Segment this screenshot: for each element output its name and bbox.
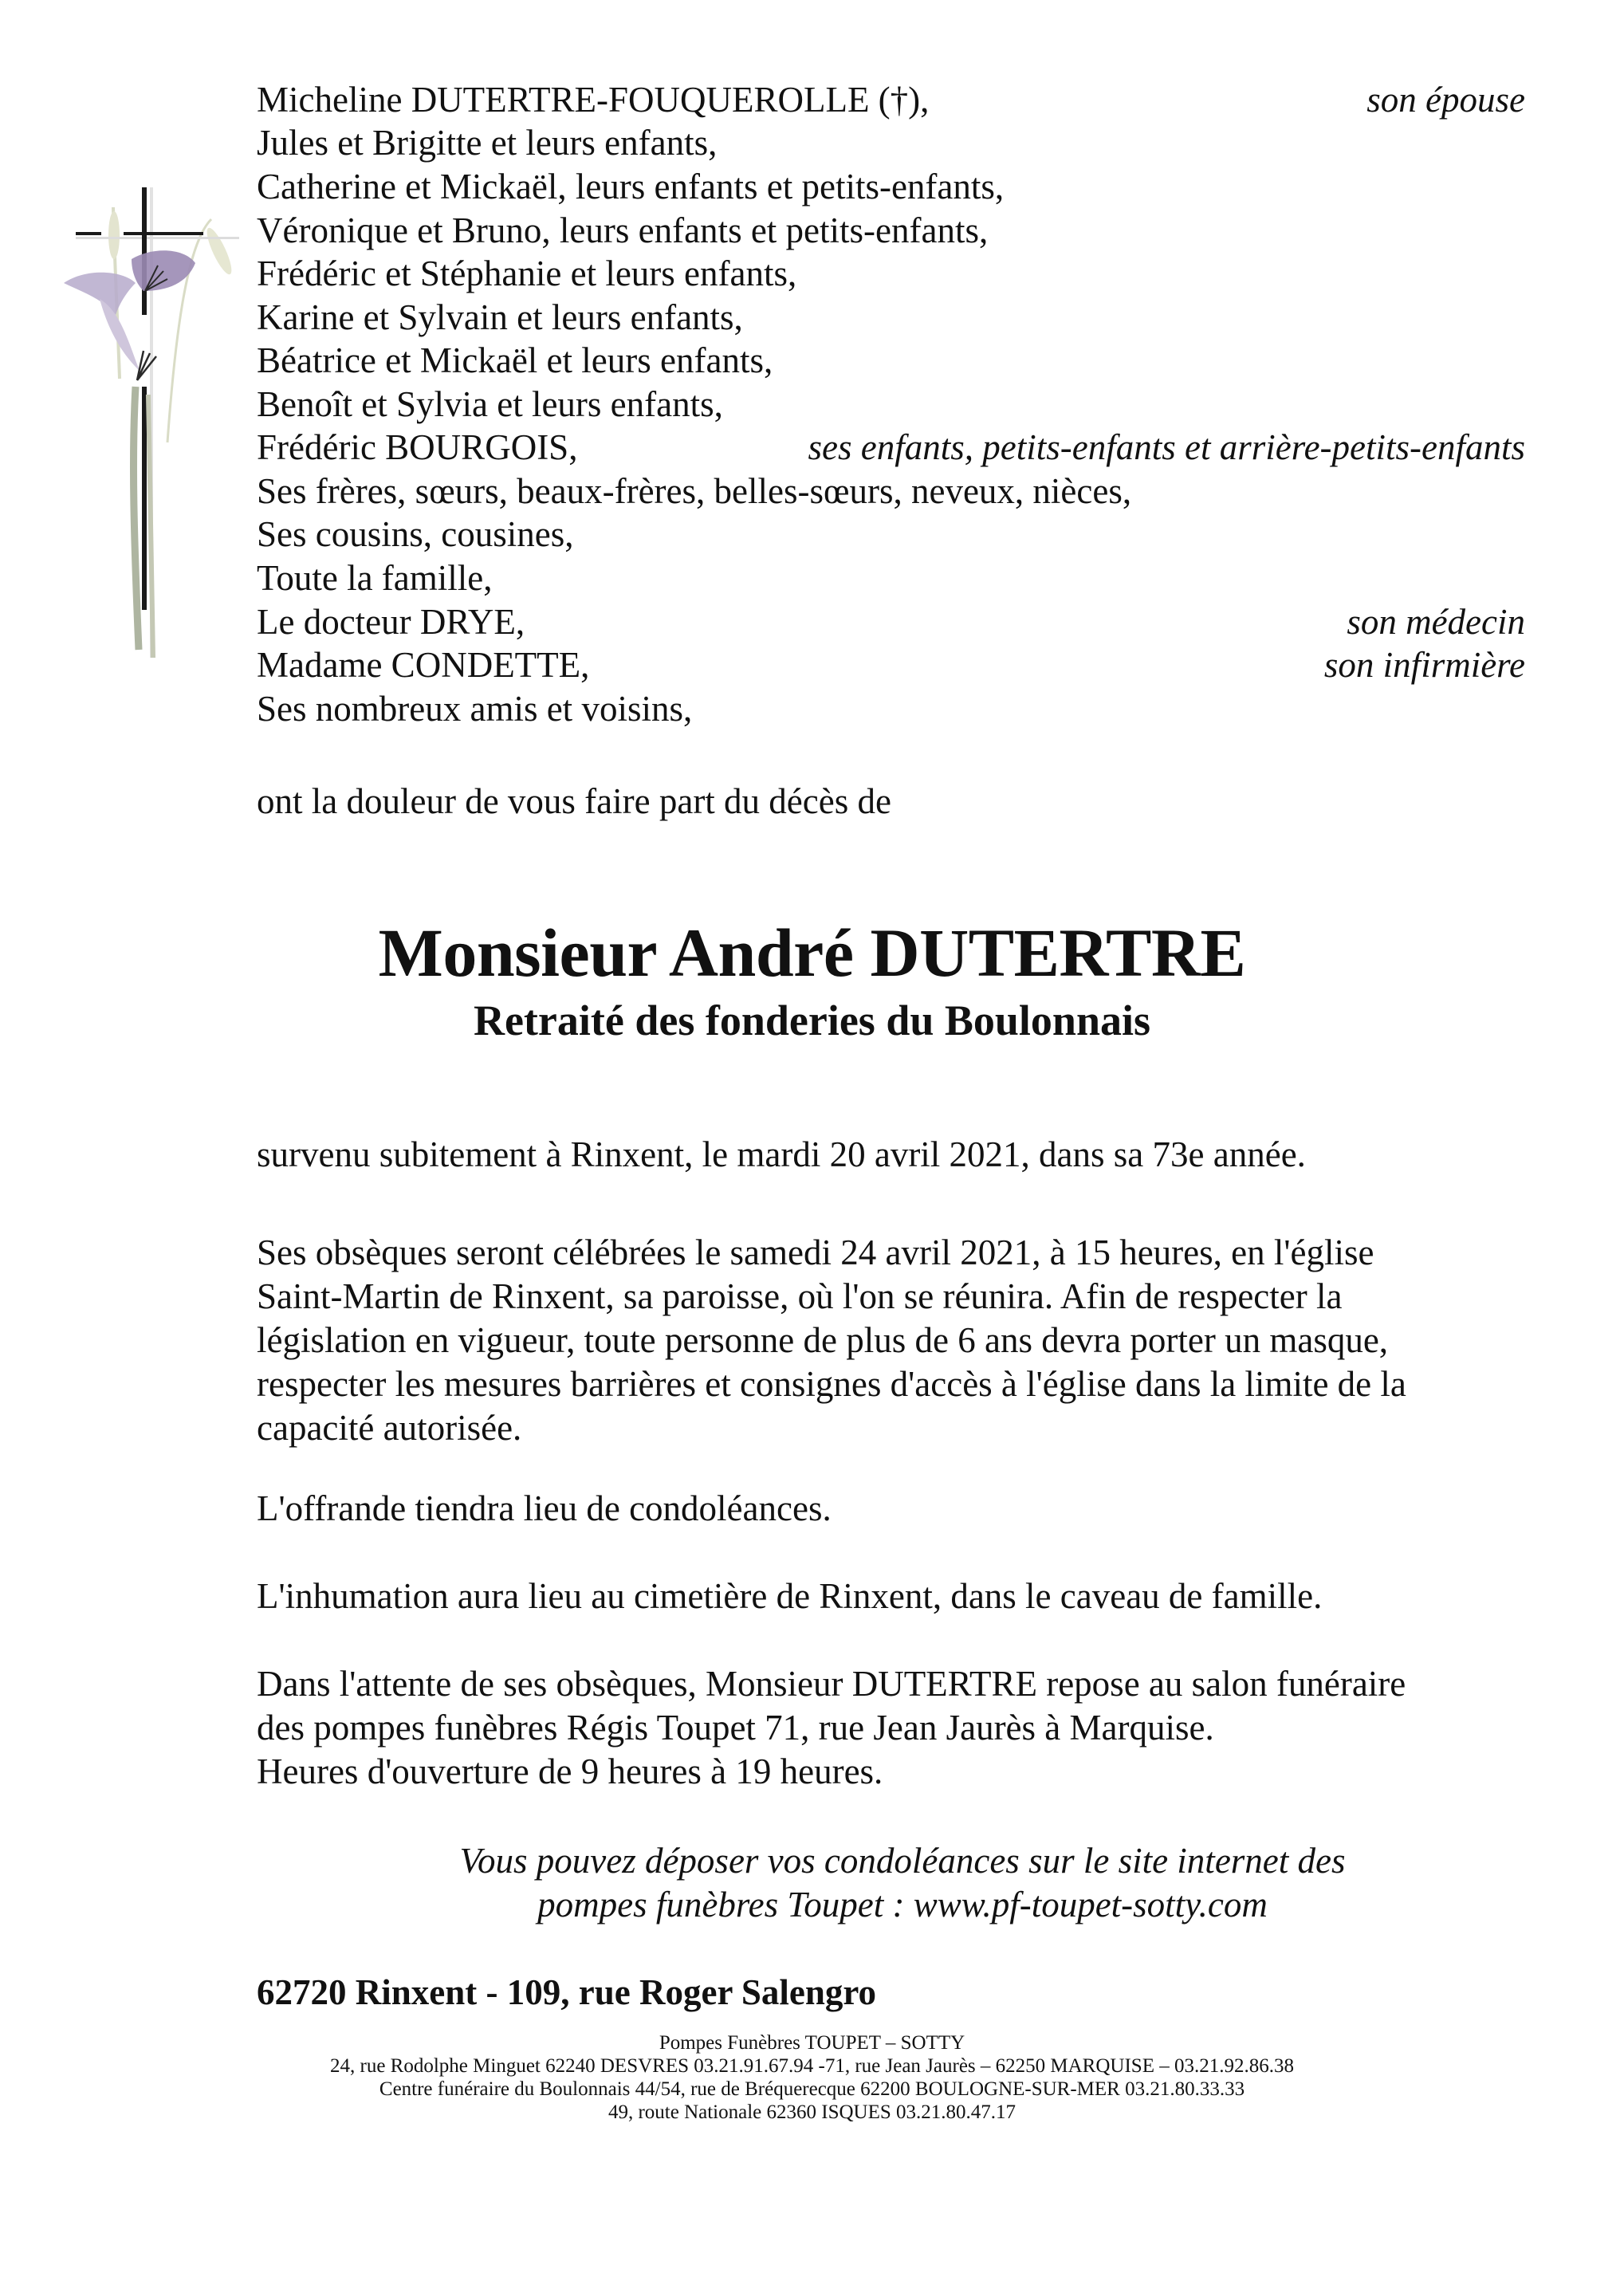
deceased-subtitle: Retraité des fonderies du Boulonnais bbox=[473, 997, 1151, 1044]
footer-line: Centre funéraire du Boulonnais 44/54, rue de Bréquerecque 62200 BOULOGNE-SUR-MER 03.21.80.33.33 bbox=[379, 2078, 1245, 2100]
family-member: Véronique et Bruno, leurs enfants et petits-enfants, bbox=[257, 210, 989, 250]
family-member: Jules et Brigitte et leurs enfants, bbox=[257, 123, 718, 163]
burial bbox=[257, 1575, 1564, 1618]
family-role: son médecin bbox=[1347, 602, 1525, 642]
family-member: Benoît et Sylvia et leurs enfants, bbox=[257, 384, 723, 424]
family-member: Ses frères, sœurs, beaux-frères, belles-sœurs, neveux, nièces, bbox=[257, 471, 1132, 511]
lily-stamen-bottom bbox=[137, 351, 156, 380]
family-role: ses enfants, petits-enfants et arrière-petits-enfants bbox=[808, 427, 1525, 467]
funeral-home-footer bbox=[0, 2031, 1624, 2124]
paragraph-line: législation en vigueur, toute personne de plus de 6 ans devra porter un masque, bbox=[257, 1320, 1389, 1360]
lily-petal-left bbox=[64, 273, 136, 315]
footer-line: 49, route Nationale 62360 ISQUES 03.21.80.47.17 bbox=[608, 2101, 1016, 2123]
family-member: Le docteur DRYE, bbox=[257, 602, 525, 642]
family-member: Ses cousins, cousines, bbox=[257, 514, 574, 554]
cross-with-calla-lily-icon bbox=[56, 171, 247, 682]
footer-line: 24, rue Rodolphe Minguet 62240 DESVRES 03.21.91.67.94 -71, rue Jean Jaurès – 62250 MARQUISE – 03.21.92.86.38 bbox=[330, 2055, 1294, 2077]
lily-stem bbox=[133, 387, 139, 650]
cross-horizontal-right bbox=[124, 232, 203, 235]
footer-company: Pompes Funèbres TOUPET – SOTTY bbox=[659, 2032, 965, 2054]
family-role: son infirmière bbox=[1323, 645, 1525, 685]
death-notice-text: survenu subitement à Rinxent, le mardi 20 avril 2021, dans sa 73e année. bbox=[257, 1134, 1306, 1174]
cross-vertical-bottom bbox=[142, 387, 147, 610]
family-member: Toute la famille, bbox=[257, 558, 493, 598]
family-member: Frédéric BOURGOIS, bbox=[257, 427, 578, 467]
paragraph-line: capacité autorisée. bbox=[257, 1408, 522, 1448]
family-member: Micheline DUTERTRE-FOUQUEROLLE (†), bbox=[257, 80, 930, 120]
cross-vertical-top bbox=[142, 187, 147, 315]
offering bbox=[257, 1487, 1564, 1531]
wheat-ear-right bbox=[203, 226, 236, 277]
family-member: Karine et Sylvain et leurs enfants, bbox=[257, 297, 743, 337]
paragraph-line: Dans l'attente de ses obsèques, Monsieur DUTERTRE repose au salon funéraire bbox=[257, 1664, 1406, 1704]
family-member: Madame CONDETTE, bbox=[257, 645, 590, 685]
family-address: 62720 Rinxent - 109, rue Roger Salengro bbox=[257, 1972, 877, 2012]
family-member: Frédéric et Stéphanie et leurs enfants, bbox=[257, 254, 797, 293]
family-member: Béatrice et Mickaël et leurs enfants, bbox=[257, 340, 773, 380]
death-notice bbox=[257, 1133, 1564, 1177]
funeral-paragraph bbox=[257, 1231, 1564, 1450]
family-member: Catherine et Mickaël, leurs enfants et petits-enfants, bbox=[257, 167, 1005, 206]
paragraph-line: Ses obsèques seront célébrées le samedi 24 avril 2021, à 15 heures, en l'église bbox=[257, 1233, 1374, 1272]
deceased-name: Monsieur André DUTERTRE bbox=[378, 914, 1246, 991]
rest-paragraph bbox=[257, 1662, 1564, 1794]
paragraph-line: respecter les mesures barrières et consignes d'accès à l'église dans la limite de la bbox=[257, 1364, 1406, 1404]
condolences-line: Vous pouvez déposer vos condoléances sur le site internet des bbox=[459, 1841, 1346, 1881]
family-member: Ses nombreux amis et voisins, bbox=[257, 689, 693, 729]
condolences-note bbox=[257, 1839, 1548, 1927]
offering-text: L'offrande tiendra lieu de condoléances. bbox=[257, 1488, 832, 1528]
burial-text: L'inhumation aura lieu au cimetière de Rinxent, dans le caveau de famille. bbox=[257, 1576, 1323, 1616]
family-role: son épouse bbox=[1366, 80, 1525, 120]
announcement-text: ont la douleur de vous faire part du décès de bbox=[257, 781, 891, 821]
cross-horizontal-left bbox=[76, 232, 101, 235]
paragraph-line: Heures d'ouverture de 9 heures à 19 heures. bbox=[257, 1751, 883, 1791]
cross-shadow-horizontal bbox=[76, 237, 239, 239]
condolences-line-with-website[interactable]: pompes funèbres Toupet : www.pf-toupet-sotty.com bbox=[537, 1885, 1268, 1924]
wheat-ear-left bbox=[108, 211, 120, 259]
paragraph-line: des pompes funèbres Régis Toupet 71, rue Jean Jaurès à Marquise. bbox=[257, 1708, 1214, 1748]
paragraph-line: Saint-Martin de Rinxent, sa paroisse, où l'on se réunira. Afin de respecter la bbox=[257, 1276, 1343, 1316]
